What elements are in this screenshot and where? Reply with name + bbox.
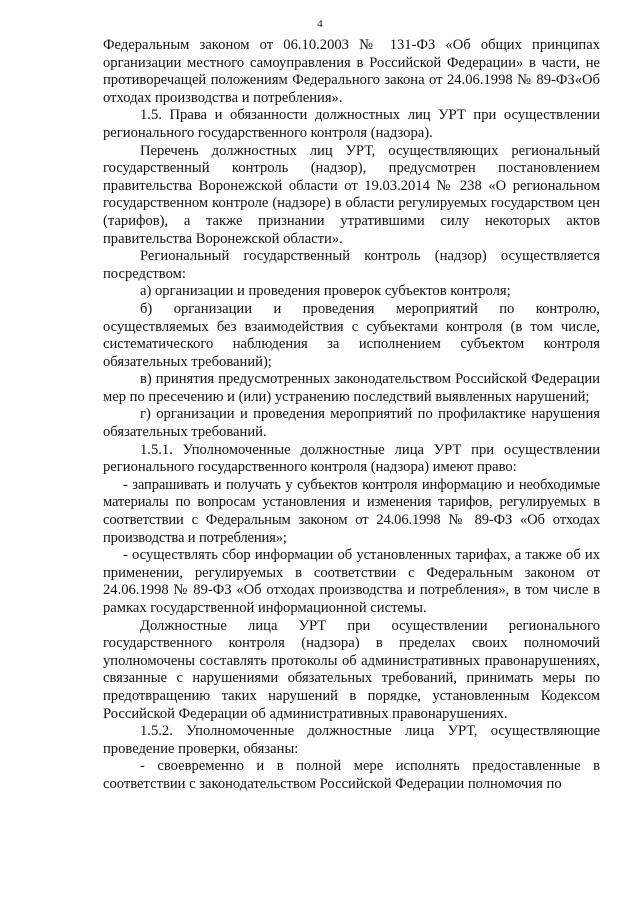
- list-item-b: б) организации и проведения мероприятий по контролю, осуществляемых без взаимодействия с субъектами контроля (в том числе, систематического наблюдения за исполнением субъектом контроля обязательных требований);: [103, 300, 600, 370]
- paragraph-right-request-info: - запрашивать и получать у субъектов контроля информацию и необходимые материалы по вопросам установления и изменения тарифов, регулируемых в соответствии с Федеральным законом от 24.06.1998 № 89-ФЗ «Об отходах производства и потребления»;: [103, 476, 600, 546]
- list-item-v: в) принятия предусмотренных законодательством Российской Федерации мер по пресечению и (или) устранению последствий выявленных нарушений;: [103, 371, 600, 405]
- paragraph-control-means-intro: Региональный государственный контроль (надзор) осуществляется посредством:: [103, 248, 600, 282]
- paragraph-federal-law-reference: Федеральным законом от 06.10.2003 № 131-ФЗ «Об общих принципах организации местного самоуправления в Российской Федерации» в части, не противоречащей положениям Федерального закона от 24.06.1998 № 89-ФЗ«Об отходах производства и потребления».: [103, 37, 600, 106]
- paragraph-section-1-5-heading: 1.5. Права и обязанности должностных лиц УРТ при осуществлении регионального государственного контроля (надзора).: [103, 107, 600, 141]
- paragraph-duty-exercise-powers: - своевременно и в полной мере исполнять предоставленные в соответствии с законодательством Российской Федерации полномочия по: [103, 758, 600, 792]
- paragraph-officials-authority: Должностные лица УРТ при осуществлении регионального государственного контроля (надзора) в пределах своих полномочий уполномочены составлять протоколы об административных правонарушениях, связанные с нарушениями обязательных требований, принимать меры по предотвращению таких нарушений в порядке, установленным Кодексом Российской Федерации об административных правонарушениях.: [103, 617, 600, 722]
- list-item-g: г) организации и проведения мероприятий по профилактике нарушения обязательных требований.: [103, 406, 600, 441]
- list-item-a: а) организации и проведения проверок субъектов контроля;: [140, 283, 511, 300]
- paragraph-officials-list: Перечень должностных лиц УРТ, осуществляющих региональный государственный контроль (надзор), предусмотрен постановлением правительства Воронежской области от 19.03.2014 № 238 «О региональном государственном контроле (надзоре) в области регулируемых государством цен (тарифов), а также признании утратившими силу некоторых актов правительства Воронежской области».: [103, 142, 600, 247]
- document-body: [103, 37, 600, 794]
- paragraph-section-1-5-2-heading: 1.5.2. Уполномоченные должностные лица УРТ, осуществляющие проведение проверки, обязаны:: [103, 723, 600, 757]
- paragraph-section-1-5-1-heading: 1.5.1. Уполномоченные должностные лица УРТ при осуществлении регионального государственного контроля (надзора) имеют право:: [103, 441, 600, 476]
- paragraph-right-collect-info: - осуществлять сбор информации об установленных тарифах, а также об их применении, регулируемых в соответствии с Федеральным законом от 24.06.1998 № 89-ФЗ «Об отходах производства и потребления», в том числе в рамках государственной информационной системы.: [103, 547, 600, 616]
- page-number: 4: [317, 18, 323, 30]
